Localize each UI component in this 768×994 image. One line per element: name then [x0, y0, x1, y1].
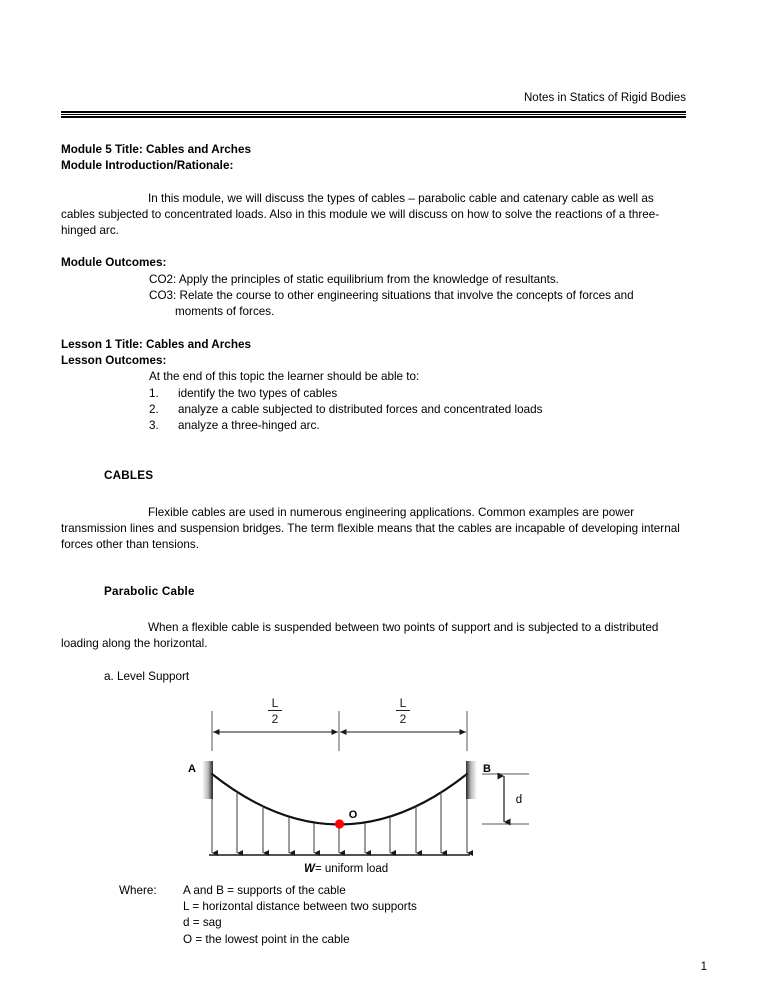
- module-outcome-co3: CO3: Relate the course to other engineering situations that involve the concepts of forces and: [149, 289, 634, 303]
- cables-body: Flexible cables are used in numerous engineering applications. Common examples are power transmission lines and suspension bridges. The term flexible means that the cables are incapable of developing internal forces other than tensions.: [61, 505, 680, 552]
- lowest-point-marker: [335, 819, 344, 828]
- where-block: [61, 883, 686, 948]
- list-item: [61, 402, 686, 418]
- where-item: d = sag: [183, 916, 222, 930]
- cable-curve: [212, 774, 467, 825]
- where-label: Where:: [119, 883, 157, 897]
- page-number: 1: [700, 961, 707, 973]
- load-symbol: W: [304, 862, 315, 875]
- dimension-left-denominator: 2: [271, 711, 279, 726]
- load-caption-text: = uniform load: [315, 862, 389, 875]
- cables-heading: CABLES: [104, 469, 154, 483]
- list-item-label: analyze a cable subjected to distributed forces and concentrated loads: [178, 402, 543, 416]
- where-item: A and B = supports of the cable: [183, 883, 346, 897]
- list-item: [61, 418, 686, 434]
- module-outcome-co3-continuation: moments of forces.: [175, 305, 275, 319]
- level-support-label: a. Level Support: [104, 669, 190, 683]
- lesson-outcomes-lead: At the end of this topic the learner should be able to:: [149, 370, 420, 384]
- load-arrow-group: [212, 774, 467, 853]
- module-title: Module 5 Title: Cables and Arches: [61, 143, 251, 156]
- sag-label: d: [515, 793, 523, 806]
- support-left-label: A: [188, 762, 196, 775]
- dimension-right-numerator: L: [399, 695, 407, 710]
- page-content: [61, 0, 686, 948]
- where-item: O = the lowest point in the cable: [183, 932, 350, 946]
- load-caption: [304, 863, 388, 875]
- header-rule: [61, 111, 686, 120]
- support-left-wall: [202, 761, 213, 799]
- module-rationale-body: In this module, we will discuss the types of cables – parabolic cable and catenary cable as well as cables subjected to concentrated loads. Also in this module we will discuss on how to solve the reactions of a three-hinged arc.: [61, 191, 660, 238]
- parabolic-cable-body: When a flexible cable is suspended between two points of support and is subjected to a distributed loading along the horizontal.: [61, 620, 659, 651]
- dimension-right-denominator: 2: [399, 711, 407, 726]
- list-item: [61, 386, 686, 402]
- module-outcome-co2: CO2: Apply the principles of static equilibrium from the knowledge of resultants.: [149, 272, 559, 286]
- parabolic-cable-diagram: [179, 691, 539, 883]
- support-right-wall: [466, 761, 477, 799]
- list-item-number: 3.: [149, 419, 159, 433]
- lesson-title: Lesson 1 Title: Cables and Arches: [61, 337, 251, 351]
- list-item-label: analyze a three-hinged arc.: [178, 419, 320, 433]
- module-rationale-heading: Module Introduction/Rationale:: [61, 159, 234, 173]
- dimension-left-numerator: L: [271, 695, 279, 710]
- parabolic-cable-heading: Parabolic Cable: [104, 584, 195, 598]
- where-item: L = horizontal distance between two supports: [183, 900, 417, 914]
- figure-level-support: [61, 691, 686, 883]
- lesson-outcomes-list: [61, 386, 686, 435]
- module-outcomes-heading: Module Outcomes:: [61, 256, 167, 270]
- dimension-label-right: [396, 696, 410, 726]
- running-header: [61, 0, 686, 120]
- header-title: Notes in Statics of Rigid Bodies: [523, 92, 686, 104]
- list-item-label: identify the two types of cables: [178, 386, 338, 400]
- list-item-number: 2.: [149, 402, 159, 416]
- lesson-outcomes-heading: Lesson Outcomes:: [61, 353, 167, 367]
- support-right-label: B: [483, 762, 491, 775]
- list-item-number: 1.: [149, 386, 159, 400]
- lowest-point-label: O: [348, 808, 358, 821]
- dimension-label-left: [268, 696, 282, 726]
